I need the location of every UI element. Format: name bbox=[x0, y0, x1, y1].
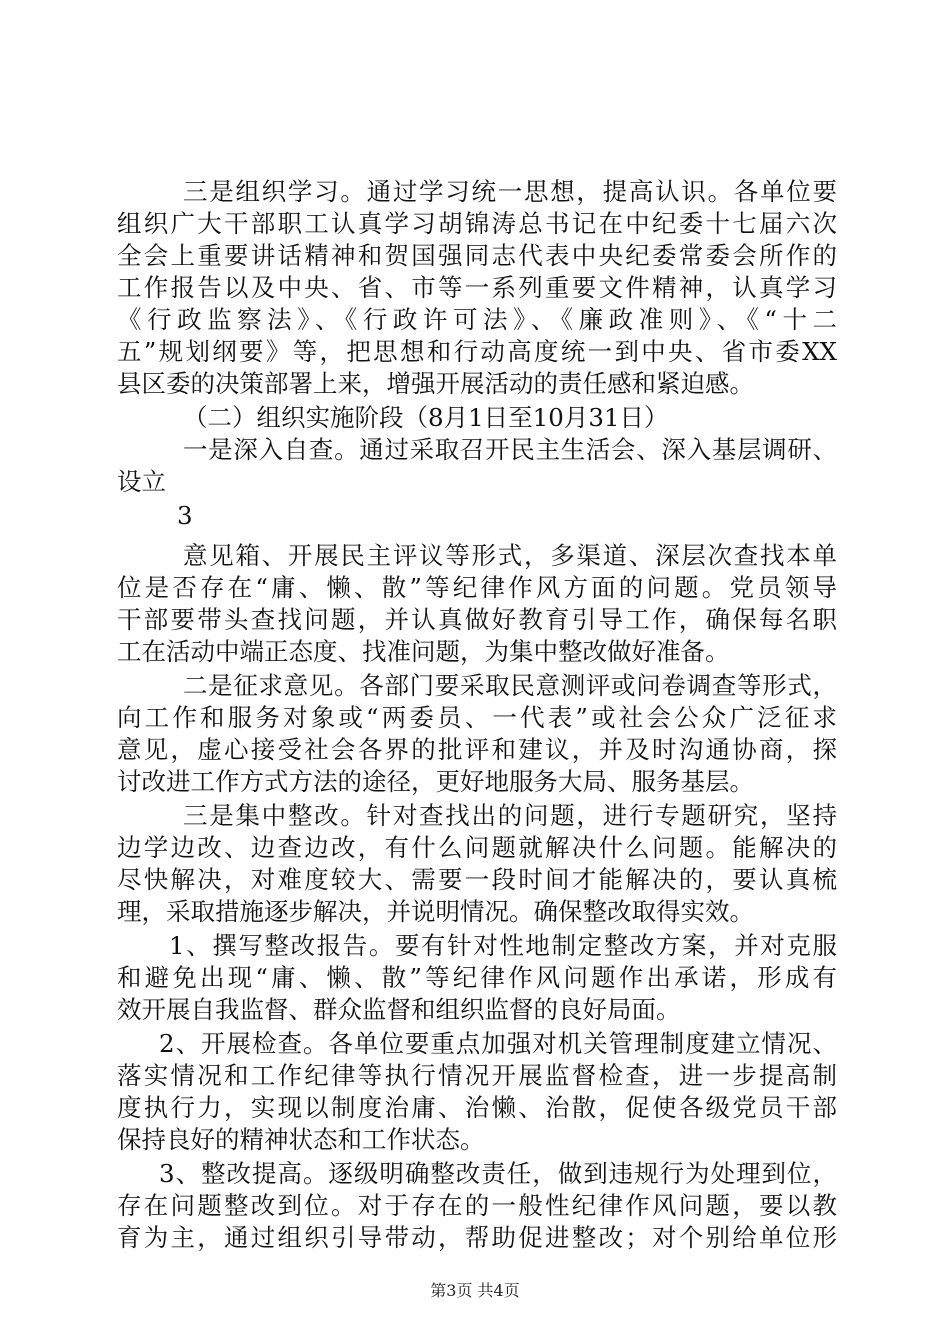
text-line: 边学边改、边查边改，有什么问题就解决什么问题。能解决的 bbox=[117, 833, 837, 862]
text-line: 干部要带头查找问题，并认真做好教育引导工作，确保每名职 bbox=[117, 605, 837, 634]
text-line: 三是集中整改。针对查找出的问题，进行专题研究，坚持 bbox=[183, 801, 837, 830]
text-line: 育为主，通过组织引导带动，帮助促进整改；对个别给单位形 bbox=[117, 1223, 837, 1252]
text-line: 效开展自我监督、群众监督和组织监督的良好局面。 bbox=[117, 995, 681, 1024]
text-line: 向工作和服务对象或“两委员、一代表”或社会公众广泛征求 bbox=[117, 703, 837, 732]
text-line: 保持良好的精神状态和工作状态。 bbox=[117, 1125, 485, 1154]
text-line: 存在问题整改到位。对于存在的一般性纪律作风问题，要以教 bbox=[117, 1191, 837, 1220]
text-line: 意见箱、开展民主评议等形式，多渠道、深层次查找本单 bbox=[183, 541, 837, 570]
text-line: 工在活动中端正态度、找准问题，为集中整改做好准备。 bbox=[117, 637, 730, 666]
text-line: 和避免出现“庸、懒、散”等纪律作风问题作出承诺，形成有 bbox=[117, 963, 837, 992]
page-footer: 第3页 共4页 bbox=[430, 1281, 520, 1300]
text-line: 县区委的决策部署上来，增强开展活动的责任感和紧迫感。 bbox=[117, 369, 754, 398]
text-line: 3、整改提高。逐级明确整改责任，做到违规行为处理到位， bbox=[159, 1159, 837, 1188]
text-line: 1、撰写整改报告。要有针对性地制定整改方案，并对克服 bbox=[169, 931, 837, 960]
inline-page-number: 3 bbox=[177, 501, 193, 530]
text-line: 二是征求意见。各部门要采取民意测评或问卷调查等形式， bbox=[183, 671, 837, 700]
text-line: 度执行力，实现以制度治庸、治懒、治散，促使各级党员干部 bbox=[117, 1093, 837, 1122]
text-line: 《行政监察法》、《行政许可法》、《廉政准则》、《“十二 bbox=[117, 305, 837, 334]
text-line: 组织广大干部职工认真学习胡锦涛总书记在中纪委十七届六次 bbox=[117, 209, 837, 238]
text-line: 全会上重要讲话精神和贺国强同志代表中央纪委常委会所作的 bbox=[117, 241, 837, 270]
text-line: 讨改进工作方式方法的途径，更好地服务大局、服务基层。 bbox=[117, 767, 754, 796]
text-line: 尽快解决，对难度较大、需要一段时间才能解决的，要认真梳 bbox=[117, 865, 837, 894]
text-line: 工作报告以及中央、省、市等一系列重要文件精神，认真学习 bbox=[117, 273, 837, 302]
text-line: 2、开展检查。各单位要重点加强对机关管理制度建立情况、 bbox=[159, 1029, 837, 1058]
text-line: 五”规划纲要》等，把思想和行动高度统一到中央、省市委XX bbox=[117, 337, 837, 366]
text-line: 设立 bbox=[117, 467, 166, 496]
section-heading: （二）组织实施阶段（8月1日至10月31日） bbox=[183, 403, 669, 432]
text-line: 落实情况和工作纪律等执行情况开展监督检查，进一步提高制 bbox=[117, 1061, 837, 1090]
text-line: 理，采取措施逐步解决，并说明情况。确保整改取得实效。 bbox=[117, 897, 754, 926]
text-line: 意见，虚心接受社会各界的批评和建议，并及时沟通协商，探 bbox=[117, 735, 837, 764]
text-line: 位是否存在“庸、懒、散”等纪律作风方面的问题。党员领导 bbox=[117, 573, 837, 602]
text-line: 一是深入自查。通过采取召开民主生活会、深入基层调研、 bbox=[183, 435, 837, 464]
text-line: 三是组织学习。通过学习统一思想，提高认识。各单位要 bbox=[183, 177, 837, 206]
